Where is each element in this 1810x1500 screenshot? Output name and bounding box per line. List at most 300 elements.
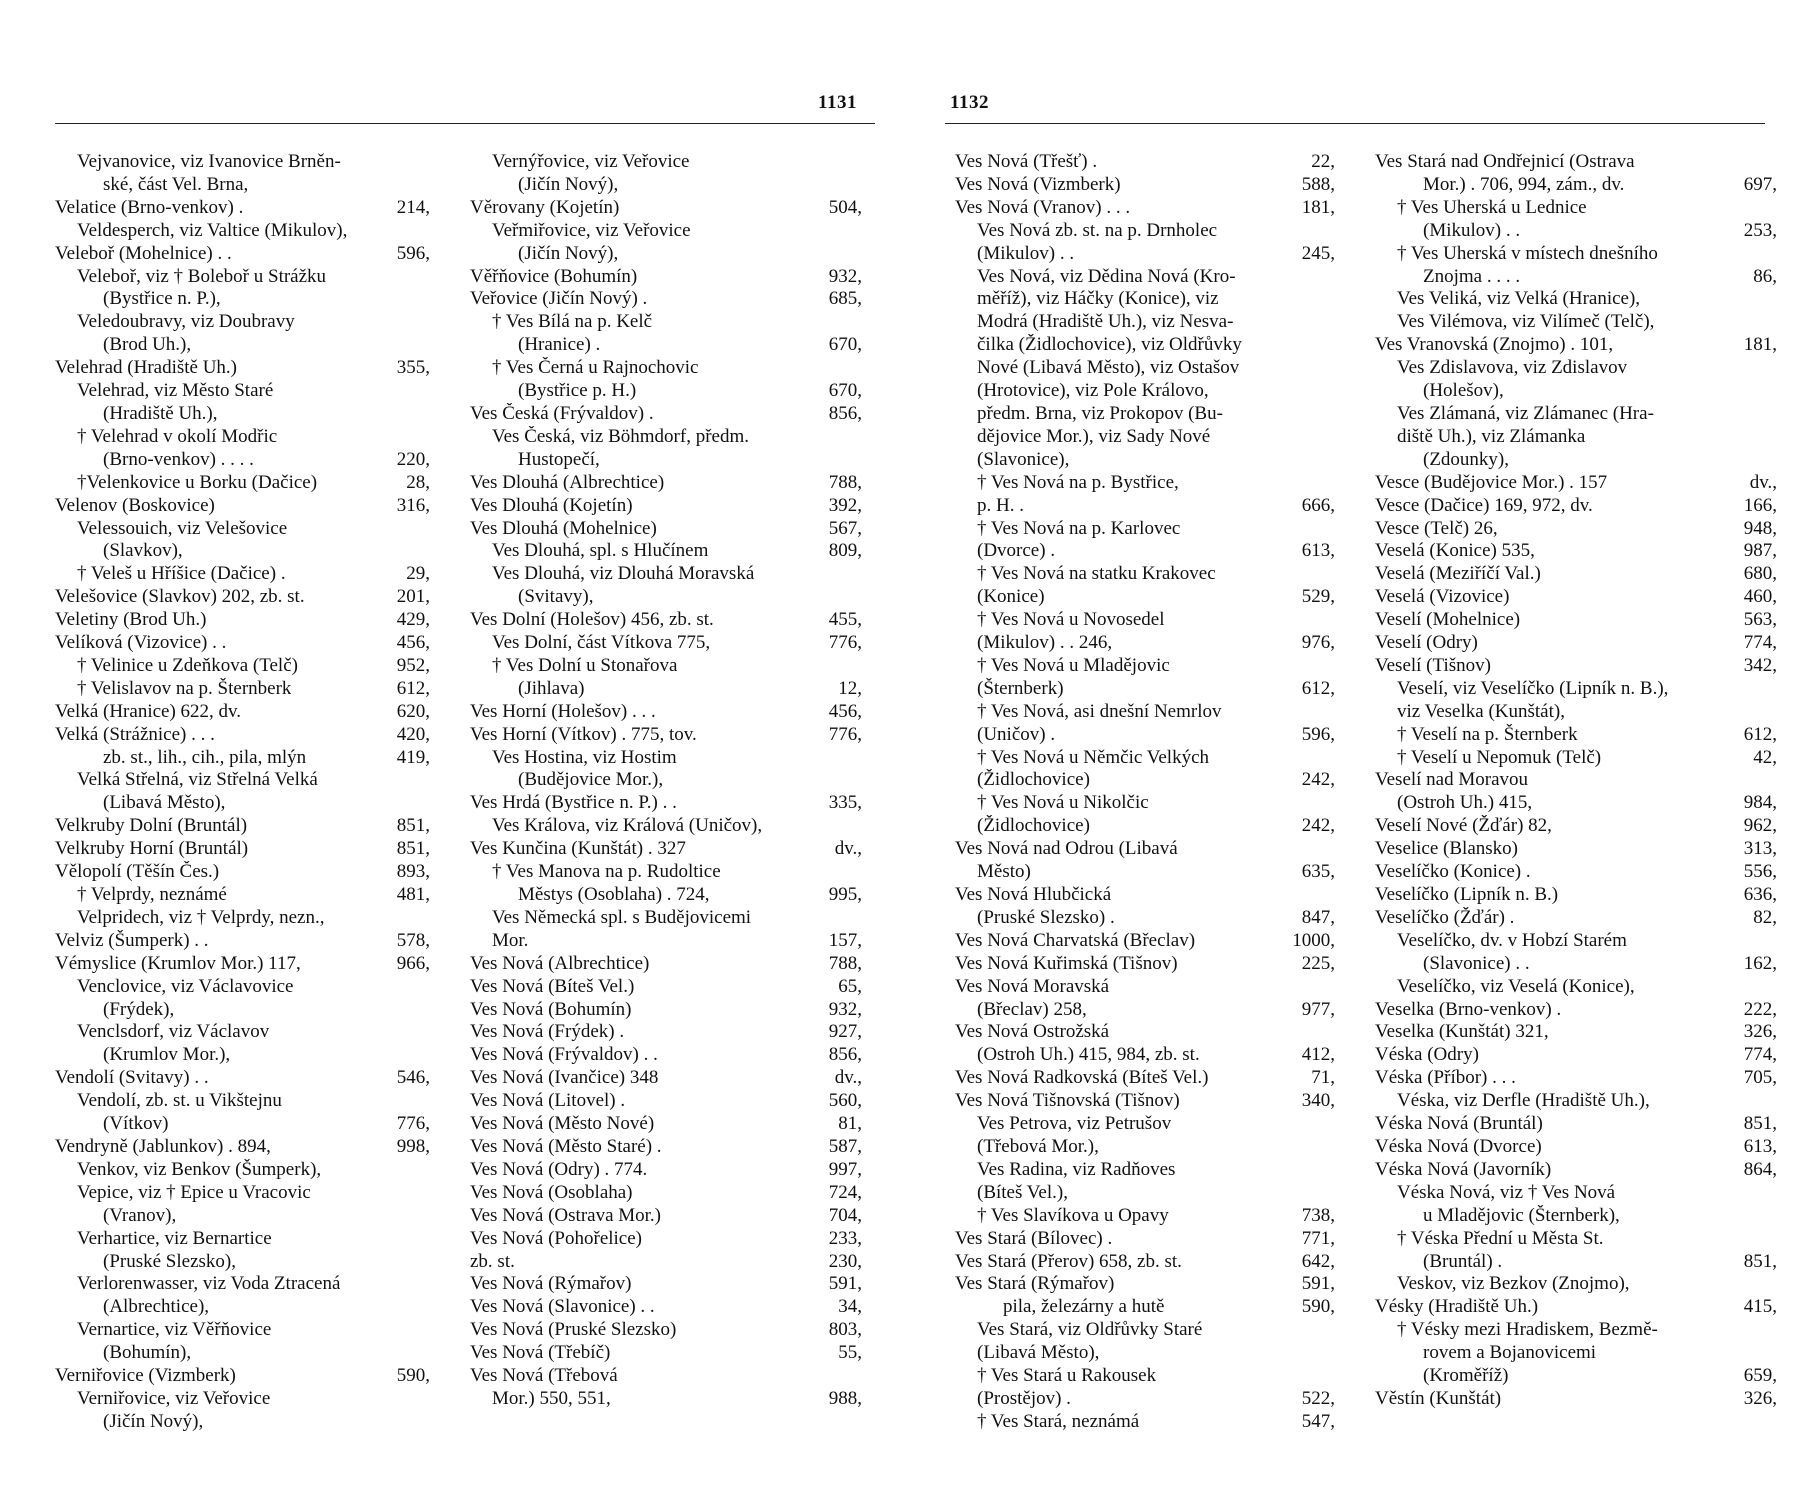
entry-text: p. H. . xyxy=(977,494,1024,516)
entry-text: Ves Nová (Bohumín) xyxy=(470,998,632,1020)
index-entry xyxy=(470,999,862,1022)
index-entry xyxy=(55,884,430,907)
index-entry xyxy=(470,563,862,586)
index-entry xyxy=(55,655,430,678)
entry-text: † Ves Černá u Rajnochovic xyxy=(492,357,699,379)
entry-page-ref: 670, xyxy=(828,334,862,356)
index-entry xyxy=(1375,288,1777,311)
entry-text: Ves Nová Moravská xyxy=(955,975,1110,997)
entry-text: Ves Nová (Bíteš Vel.) xyxy=(470,975,635,997)
entry-text: Ves Německá spl. s Budějovicemi xyxy=(492,906,752,928)
entry-text: †Velenkovice u Borku (Dačice) xyxy=(77,471,318,493)
entry-text: Ves Dlouhá, spl. s Hlučínem xyxy=(492,540,709,562)
entry-text: † Ves Stará u Rakousek xyxy=(977,1365,1157,1387)
entry-text: Veselá (Konice) 535, xyxy=(1375,540,1535,562)
index-entry xyxy=(1375,609,1777,632)
entry-text: Ves Nová (Třebíč) xyxy=(470,1342,611,1364)
entry-text: (Hranice) . xyxy=(518,334,601,356)
entry-text: Ves Stará (Přerov) 658, zb. st. xyxy=(955,1250,1182,1272)
entry-page-ref: 966, xyxy=(396,952,430,974)
index-entry xyxy=(1375,861,1777,884)
entry-text: † Ves Nová u Němčic Velkých xyxy=(977,746,1209,768)
index-entry xyxy=(470,197,862,220)
index-entry xyxy=(470,1319,862,1342)
entry-page-ref: 666, xyxy=(1301,494,1335,516)
index-column xyxy=(55,151,430,1434)
index-entry xyxy=(955,1090,1335,1113)
entry-page-ref: 201, xyxy=(396,586,430,608)
index-entry xyxy=(55,472,430,495)
entry-page-ref: 788, xyxy=(828,471,862,493)
index-entry xyxy=(470,792,862,815)
entry-text: Ves Zdislavova, viz Zdislavov xyxy=(1397,357,1628,379)
entry-page-ref: dv., xyxy=(834,838,862,860)
index-entry xyxy=(1375,1044,1777,1067)
entry-page-ref: 456, xyxy=(396,632,430,654)
index-entry xyxy=(470,930,862,953)
index-entry xyxy=(55,1228,430,1251)
entry-text: Ves Nová (Vranov) . . . xyxy=(955,196,1131,218)
entry-text: Vejvanovice, viz Ivanovice Brněn- xyxy=(77,151,341,172)
index-entry xyxy=(1375,1365,1777,1388)
index-entry xyxy=(955,976,1335,999)
entry-page-ref: 556, xyxy=(1743,861,1777,883)
index-entry xyxy=(1375,266,1777,289)
index-entry xyxy=(1375,1296,1777,1319)
entry-text: Ves Vilémova, viz Vilímeč (Telč), xyxy=(1397,311,1655,333)
entry-page-ref: 856, xyxy=(828,402,862,424)
entry-text: měříž), viz Háčky (Konice), viz xyxy=(977,288,1219,310)
index-entry xyxy=(55,1044,430,1067)
index-entry xyxy=(955,1228,1335,1251)
index-entry xyxy=(55,357,430,380)
entry-text: Velíková (Vizovice) . . xyxy=(55,632,227,654)
entry-page-ref: 612, xyxy=(396,677,430,699)
entry-text: Veselíčko (Lipník n. B.) xyxy=(1375,884,1559,905)
entry-text: † Ves Nová, asi dnešní Nemrlov xyxy=(977,700,1222,722)
entry-text: (Brod Uh.), xyxy=(103,334,192,356)
entry-text: Ves Nová (Frývaldov) . . xyxy=(470,1044,658,1066)
index-entry xyxy=(55,1113,430,1136)
entry-text: Znojma . . . . xyxy=(1423,265,1521,287)
entry-text: Ves Stará, viz Oldřůvky Staré xyxy=(977,1319,1203,1341)
entry-page-ref: 316, xyxy=(396,494,430,516)
entry-page-ref: 567, xyxy=(828,517,862,539)
entry-text: Ves Nová (Vizmberk) xyxy=(955,173,1121,195)
index-entry xyxy=(1375,1319,1777,1342)
entry-page-ref: 774, xyxy=(1743,1044,1777,1066)
entry-text: Mor.) 550, 551, xyxy=(492,1387,611,1409)
entry-text: Ves Stará (Rýmařov) xyxy=(955,1273,1115,1295)
index-entry xyxy=(470,976,862,999)
entry-page-ref: 355, xyxy=(396,357,430,379)
entry-text: † Ves Stará, neznámá xyxy=(977,1410,1140,1432)
entry-page-ref: 71, xyxy=(1311,1067,1335,1089)
index-entry xyxy=(955,655,1335,678)
index-entry xyxy=(470,220,862,243)
index-entry xyxy=(955,1273,1335,1296)
index-entry xyxy=(1375,769,1777,792)
entry-page-ref: 29, xyxy=(406,563,430,585)
entry-text: (Budějovice Mor.), xyxy=(518,769,664,791)
index-entry xyxy=(955,151,1335,174)
index-entry xyxy=(55,334,430,357)
index-entry xyxy=(55,197,430,220)
entry-text: (Svitavy), xyxy=(518,586,594,608)
entry-page-ref: 225, xyxy=(1301,952,1335,974)
entry-text: (Slavonice), xyxy=(977,448,1070,470)
entry-text: (Brno-venkov) . . . . xyxy=(103,448,254,470)
index-entry xyxy=(1375,1159,1777,1182)
entry-page-ref: 738, xyxy=(1301,1204,1335,1226)
entry-text: † Ves Nová na p. Karlovec xyxy=(977,517,1181,539)
index-entry xyxy=(470,1251,862,1274)
index-entry xyxy=(470,472,862,495)
entry-page-ref: 460, xyxy=(1743,586,1777,608)
entry-text: Ves Nová (Rýmařov) xyxy=(470,1273,632,1295)
index-entry xyxy=(55,747,430,770)
entry-text: Ves Nová (Albrechtice) xyxy=(470,952,650,974)
index-entry xyxy=(1375,724,1777,747)
index-entry xyxy=(955,701,1335,724)
entry-text: Ves Nová (Litovel) . xyxy=(470,1090,626,1112)
entry-text: (Zdounky), xyxy=(1423,448,1510,470)
entry-page-ref: 987, xyxy=(1743,540,1777,562)
entry-page-ref: 620, xyxy=(396,700,430,722)
index-entry xyxy=(1375,518,1777,541)
entry-text: Verniřovice, viz Veřovice xyxy=(77,1387,271,1409)
index-entry xyxy=(470,540,862,563)
index-entry xyxy=(1375,1388,1777,1411)
index-entry xyxy=(470,1342,862,1365)
index-entry xyxy=(955,380,1335,403)
entry-text: Ves Kunčina (Kunštát) . 327 xyxy=(470,838,686,860)
entry-page-ref: 591, xyxy=(828,1273,862,1295)
entry-text: Ves Dlouhá (Mohelnice) xyxy=(470,517,657,539)
entry-page-ref: 948, xyxy=(1743,517,1777,539)
index-entry xyxy=(955,334,1335,357)
entry-text: (Slavkov), xyxy=(103,540,183,562)
entry-text: Vesce (Budějovice Mor.) . 157 xyxy=(1375,471,1608,493)
entry-text: † Ves Manova na p. Rudoltice xyxy=(492,861,721,883)
entry-page-ref: 220, xyxy=(396,448,430,470)
entry-page-ref: 680, xyxy=(1743,563,1777,585)
entry-text: viz Veselka (Kunštát), xyxy=(1397,700,1565,722)
entry-text: (Mikulov) . . xyxy=(977,242,1075,264)
entry-page-ref: 563, xyxy=(1743,609,1777,631)
entry-text: Ves Nová (Slavonice) . . xyxy=(470,1296,655,1318)
entry-text: pila, železárny a hutě xyxy=(1003,1296,1165,1318)
index-entry xyxy=(55,220,430,243)
index-entry xyxy=(955,747,1335,770)
entry-text: Ves Nová Ostrožská xyxy=(955,1021,1110,1043)
entry-page-ref: 181, xyxy=(1301,196,1335,218)
entry-page-ref: 977, xyxy=(1301,998,1335,1020)
entry-text: Velviz (Šumperk) . . xyxy=(55,929,209,951)
entry-text: Ves Nová (Město Staré) . xyxy=(470,1135,662,1157)
entry-page-ref: 1000, xyxy=(1292,929,1335,951)
entry-text: diště Uh.), viz Zlámanka xyxy=(1397,425,1586,447)
entry-page-ref: 809, xyxy=(828,540,862,562)
entry-text: (Vranov), xyxy=(103,1204,177,1226)
index-entry xyxy=(55,266,430,289)
index-entry xyxy=(955,1411,1335,1434)
index-entry xyxy=(470,1228,862,1251)
entry-text: Veldesperch, viz Valtice (Mikulov), xyxy=(77,219,348,241)
entry-page-ref: 705, xyxy=(1743,1067,1777,1089)
entry-text: Véska (Příbor) . . . xyxy=(1375,1067,1516,1089)
index-entry xyxy=(470,495,862,518)
index-entry xyxy=(470,449,862,472)
index-entry xyxy=(55,1251,430,1274)
index-entry xyxy=(1375,1136,1777,1159)
entry-page-ref: 412, xyxy=(1301,1044,1335,1066)
entry-text: Městys (Osoblaha) . 724, xyxy=(518,884,710,905)
entry-page-ref: 851, xyxy=(396,838,430,860)
entry-text: Véska, viz Derfle (Hradiště Uh.), xyxy=(1397,1090,1650,1112)
entry-page-ref: 613, xyxy=(1743,1135,1777,1157)
index-entry xyxy=(955,1296,1335,1319)
entry-page-ref: 776, xyxy=(828,723,862,745)
entry-text: Véska Nová, viz † Ves Nová xyxy=(1397,1181,1616,1203)
index-entry xyxy=(955,1159,1335,1182)
index-entry xyxy=(470,655,862,678)
entry-page-ref: 546, xyxy=(396,1067,430,1089)
index-entry xyxy=(955,518,1335,541)
entry-text: † Ves Nová u Novosedel xyxy=(977,609,1165,631)
entry-text: (Frýdek), xyxy=(103,998,175,1020)
entry-page-ref: 771, xyxy=(1301,1227,1335,1249)
index-entry xyxy=(1375,1090,1777,1113)
entry-page-ref: 12, xyxy=(838,677,862,699)
entry-page-ref: 504, xyxy=(828,196,862,218)
entry-text: (Třebová Mor.), xyxy=(977,1135,1099,1157)
index-entry xyxy=(955,1342,1335,1365)
entry-page-ref: 82, xyxy=(1753,906,1777,928)
index-entry xyxy=(1375,838,1777,861)
entry-text: Ves Nová Tišnovská (Tišnov) xyxy=(955,1090,1180,1112)
entry-page-ref: 998, xyxy=(396,1135,430,1157)
entry-page-ref: 851, xyxy=(1743,1113,1777,1135)
entry-page-ref: 230, xyxy=(828,1250,862,1272)
entry-page-ref: 697, xyxy=(1743,173,1777,195)
entry-page-ref: 214, xyxy=(396,196,430,218)
entry-text: (Mikulov) . . xyxy=(1423,219,1521,241)
index-entry xyxy=(1375,174,1777,197)
index-column xyxy=(1375,151,1777,1411)
entry-text: (Bohumín), xyxy=(103,1342,192,1364)
entry-text: Velehrad, viz Město Staré xyxy=(77,380,274,402)
index-entry xyxy=(955,632,1335,655)
entry-page-ref: 522, xyxy=(1301,1387,1335,1409)
entry-text: Ves Nová (Odry) . 774. xyxy=(470,1158,648,1180)
entry-text: † Véska Přední u Města St. xyxy=(1397,1227,1604,1249)
index-entry xyxy=(470,151,862,174)
entry-text: (Pruské Slezsko), xyxy=(103,1250,236,1272)
entry-text: Velehrad (Hradiště Uh.) xyxy=(55,357,238,379)
index-entry xyxy=(470,953,862,976)
index-entry xyxy=(55,1021,430,1044)
index-entry xyxy=(1375,1228,1777,1251)
entry-text: † Velinice u Zdeňkova (Telč) xyxy=(77,654,298,676)
entry-page-ref: 481, xyxy=(396,884,430,905)
index-entry xyxy=(55,1273,430,1296)
index-entry xyxy=(1375,495,1777,518)
entry-text: Ves Dlouhá (Kojetín) xyxy=(470,494,633,516)
entry-page-ref: dv., xyxy=(1749,471,1777,493)
entry-text: Venkov, viz Benkov (Šumperk), xyxy=(77,1158,322,1180)
index-entry xyxy=(55,449,430,472)
entry-text: Véska Nová (Bruntál) xyxy=(1375,1113,1543,1135)
entry-page-ref: 685, xyxy=(828,288,862,310)
index-entry xyxy=(1375,563,1777,586)
entry-text: (Jičín Nový), xyxy=(518,242,619,264)
entry-text: Vendolí (Svitavy) . . xyxy=(55,1067,209,1089)
header-rule xyxy=(945,123,1765,124)
entry-text: Veleboř, viz † Boleboř u Strážku xyxy=(77,265,327,287)
entry-page-ref: 242, xyxy=(1301,769,1335,791)
entry-text: zb. st. xyxy=(470,1250,515,1272)
index-entry xyxy=(955,586,1335,609)
index-entry xyxy=(55,540,430,563)
entry-page-ref: 81, xyxy=(838,1113,862,1135)
entry-text: Veleboř (Mohelnice) . . xyxy=(55,242,232,264)
index-entry xyxy=(470,334,862,357)
index-entry xyxy=(55,838,430,861)
index-entry xyxy=(55,403,430,426)
index-entry xyxy=(1375,197,1777,220)
entry-text: Veselí, viz Veselíčko (Lipník n. B.), xyxy=(1397,677,1669,699)
index-entry xyxy=(955,1067,1335,1090)
index-entry xyxy=(55,151,430,174)
entry-text: Ves Česká, viz Böhmdorf, předm. xyxy=(492,425,749,447)
entry-text: (Bystřice p. H.) xyxy=(518,380,637,402)
entry-page-ref: 642, xyxy=(1301,1250,1335,1272)
entry-text: (Hrotovice), viz Pole Královo, xyxy=(977,380,1209,402)
index-entry xyxy=(1375,220,1777,243)
index-entry xyxy=(1375,1251,1777,1274)
index-entry xyxy=(955,999,1335,1022)
entry-text: Vésky (Hradiště Uh.) xyxy=(1375,1296,1539,1318)
entry-text: Vémyslice (Krumlov Mor.) 117, xyxy=(55,952,301,974)
entry-page-ref: 927, xyxy=(828,1021,862,1043)
entry-text: Mor.) . 706, 994, zám., dv. xyxy=(1423,173,1625,195)
index-entry xyxy=(1375,311,1777,334)
index-entry xyxy=(470,380,862,403)
index-entry xyxy=(955,357,1335,380)
entry-page-ref: 86, xyxy=(1753,265,1777,287)
entry-text: Veselí (Mohelnice) xyxy=(1375,609,1521,631)
index-entry xyxy=(470,632,862,655)
index-entry xyxy=(470,815,862,838)
index-entry xyxy=(470,1159,862,1182)
index-entry xyxy=(1375,586,1777,609)
entry-text: Vělopolí (Těšín Čes.) xyxy=(55,861,220,883)
index-entry xyxy=(470,1044,862,1067)
entry-text: Veselá (Meziříčí Val.) xyxy=(1375,563,1541,585)
index-entry xyxy=(470,174,862,197)
entry-text: zb. st., lih., cih., pila, mlýn xyxy=(103,746,307,768)
index-entry xyxy=(470,1365,862,1388)
index-entry xyxy=(470,701,862,724)
index-entry xyxy=(1375,632,1777,655)
entry-page-ref: 55, xyxy=(838,1342,862,1364)
entry-text: Ves Nová Hlubčická xyxy=(955,884,1112,905)
entry-text: Ves Veliká, viz Velká (Hranice), xyxy=(1397,288,1641,310)
index-entry xyxy=(55,174,430,197)
entry-text: Ves Petrova, viz Petrušov xyxy=(977,1113,1172,1135)
index-entry xyxy=(1375,1182,1777,1205)
index-entry xyxy=(955,724,1335,747)
entry-page-ref: 429, xyxy=(396,609,430,631)
right-page xyxy=(905,0,1810,1500)
entry-text: Ves Nová (Frýdek) . xyxy=(470,1021,625,1043)
index-entry xyxy=(55,1296,430,1319)
index-entry xyxy=(955,907,1335,930)
index-entry xyxy=(470,747,862,770)
index-entry xyxy=(1375,1021,1777,1044)
entry-page-ref: 995, xyxy=(828,884,862,905)
entry-page-ref: 588, xyxy=(1301,173,1335,195)
entry-text: Veselíčko, viz Veselá (Konice), xyxy=(1397,975,1635,997)
entry-text: Véska Nová (Dvorce) xyxy=(1375,1135,1542,1157)
entry-text: Venclsdorf, viz Václavov xyxy=(77,1021,270,1043)
entry-text: Vernýřovice, viz Veřovice xyxy=(492,151,690,172)
index-entry xyxy=(55,495,430,518)
entry-page-ref: 984, xyxy=(1743,792,1777,814)
index-entry xyxy=(55,815,430,838)
entry-text: Ves Nová Kuřimská (Tišnov) xyxy=(955,952,1178,974)
entry-text: Věřňovice (Bohumín) xyxy=(470,265,638,287)
entry-text: (Slavonice) . . xyxy=(1423,952,1530,974)
index-entry xyxy=(55,1205,430,1228)
entry-text: Verhartice, viz Bernartice xyxy=(77,1227,272,1249)
entry-text: (Bíteš Vel.), xyxy=(977,1181,1068,1203)
index-entry xyxy=(470,678,862,701)
entry-page-ref: 590, xyxy=(396,1365,430,1387)
entry-text: Ves Nová (Pruské Slezsko) xyxy=(470,1319,677,1341)
entry-text: (Albrechtice), xyxy=(103,1296,210,1318)
entry-text: Véska Nová (Javorník) xyxy=(1375,1158,1552,1180)
entry-text: (Dvorce) . xyxy=(977,540,1056,562)
entry-text: Ves Hrdá (Bystřice n. P.) . . xyxy=(470,792,677,814)
index-entry xyxy=(470,1136,862,1159)
entry-page-ref: 776, xyxy=(396,1113,430,1135)
index-entry xyxy=(1375,243,1777,266)
entry-page-ref: 242, xyxy=(1301,815,1335,837)
index-entry xyxy=(55,861,430,884)
index-entry xyxy=(55,1159,430,1182)
index-entry xyxy=(55,288,430,311)
index-entry xyxy=(1375,472,1777,495)
entry-page-ref: 864, xyxy=(1743,1158,1777,1180)
entry-text: Velešovice (Slavkov) 202, zb. st. xyxy=(55,586,305,608)
entry-text: Ves Nová Charvatská (Břeclav) xyxy=(955,929,1196,951)
entry-page-ref: 612, xyxy=(1743,723,1777,745)
entry-text: Veselí (Odry) xyxy=(1375,632,1478,654)
index-entry xyxy=(955,472,1335,495)
entry-text: (Konice) xyxy=(977,586,1045,608)
index-entry xyxy=(1375,678,1777,701)
index-entry xyxy=(55,1365,430,1388)
entry-page-ref: 612, xyxy=(1301,677,1335,699)
entry-text: Nové (Libavá Město), viz Ostašov xyxy=(977,357,1240,379)
entry-text: † Ves Slavíkova u Opavy xyxy=(977,1204,1169,1226)
entry-text: Ves Nová (Osoblaha) xyxy=(470,1181,633,1203)
entry-text: (Pruské Slezsko) . xyxy=(977,906,1115,928)
index-entry xyxy=(955,1388,1335,1411)
entry-text: Velkruby Horní (Bruntál) xyxy=(55,838,249,860)
